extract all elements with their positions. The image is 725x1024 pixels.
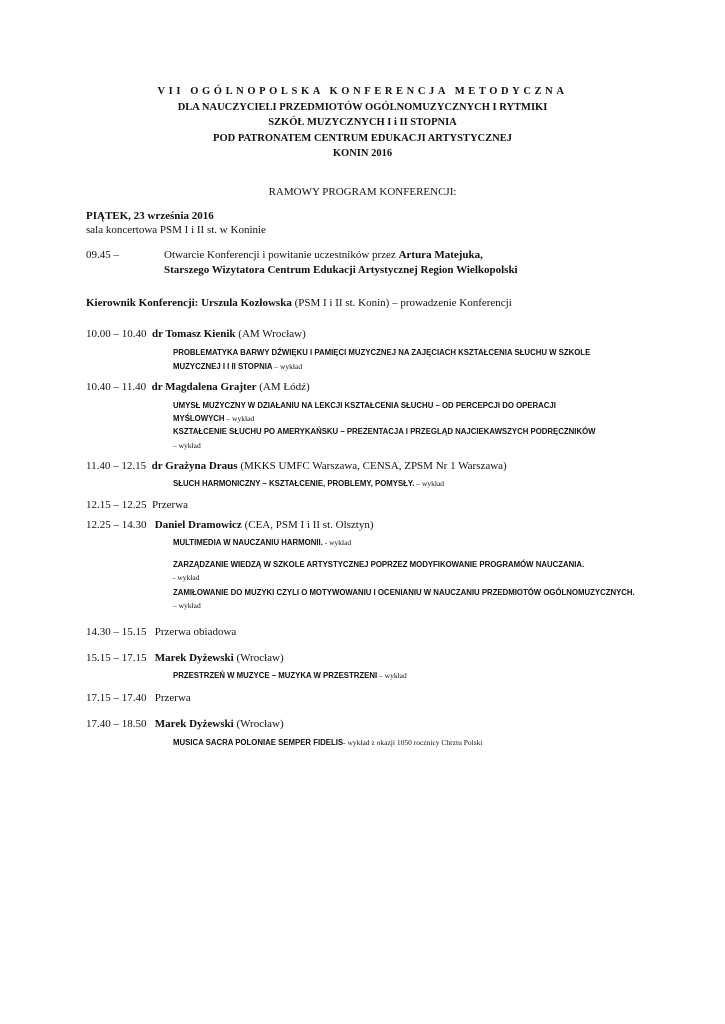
- opening-intro: Otwarcie Konferencji i powitanie uczestników przez: [164, 249, 399, 261]
- break-label: Przerwa: [154, 692, 191, 704]
- talk-title-line: [173, 599, 201, 612]
- program-title: RAMOWY PROGRAM KONFERENCJI:: [268, 186, 457, 198]
- conference-header: [0, 84, 725, 162]
- break-row: [86, 625, 236, 639]
- opening-time: 09.45 –: [86, 249, 119, 261]
- talk-title: UMYSŁ MUZYCZNY W DZIAŁANIU NA LEKCJI KSZTAŁCENIA SŁUCHU – OD PERCEPCJI DO OPERACJI: [173, 401, 556, 410]
- session-row: [86, 651, 284, 665]
- opening-text: [164, 248, 483, 262]
- talk-title-line: [173, 477, 444, 490]
- header-line-4: POD PATRONATEM CENTRUM EDUKACJI ARTYSTYCZNEJ: [213, 132, 512, 144]
- talk-title-line: [173, 558, 584, 571]
- talk-title-line: [173, 586, 635, 599]
- break-row: [86, 498, 188, 512]
- session-speaker: Marek Dyżewski: [154, 718, 234, 730]
- session-row: [86, 380, 310, 394]
- talk-title-line: [173, 736, 482, 749]
- talk-title-line: [173, 399, 556, 412]
- chair-rest: (PSM I i II st. Konin) – prowadzenie Konferencji: [291, 297, 512, 309]
- break-row: [86, 691, 191, 705]
- opening-name: Artura Matejuka,: [398, 249, 483, 261]
- talk-title: ZAMIŁOWANIE DO MUZYKI CZYLI O MOTYWOWANIU I OCENIANIU W NAUCZANIU PRZEDMIOTÓW OGÓLNOMUZYCZNYCH.: [173, 588, 635, 597]
- session-affiliation: (MKKS UMFC Warszawa, CENSA, ZPSM Nr 1 Warszawa): [237, 460, 507, 472]
- talk-title: SŁUCH HARMONICZNY – KSZTAŁCENIE, PROBLEMY, POMYSŁY.: [173, 479, 415, 488]
- session-time: 11.40 – 12.15: [86, 460, 147, 472]
- talk-type: - wykład z okazji 1050 rocznicy Chrztu Polski: [343, 738, 483, 747]
- session-speaker: dr Magdalena Grajter: [151, 381, 257, 393]
- talk-title-line: [173, 412, 254, 425]
- talk-title: PRZESTRZEŃ W MUZYCE – MUZYKA W PRZESTRZENI: [173, 671, 378, 680]
- talk-title: ZARZĄDZANIE WIEDZĄ W SZKOLE ARTYSTYCZNEJ POPRZEZ MODYFIKOWANIE PROGRAMÓW NAUCZANIA.: [173, 560, 585, 569]
- conference-chair: [86, 296, 512, 310]
- talk-title: MULTIMEDIA W NAUCZANIU HARMONII.: [173, 538, 323, 547]
- session-time: 17.40 – 18.50: [86, 718, 147, 730]
- session-time: 15.15 – 17.15: [86, 652, 147, 664]
- session-affiliation: (AM Łódź): [256, 381, 310, 393]
- session-speaker: dr Tomasz Kienik: [152, 328, 236, 340]
- break-label: Przerwa: [152, 499, 189, 511]
- session-time: 10.40 – 11.40: [86, 381, 147, 393]
- session-affiliation: (Wrocław): [233, 652, 284, 664]
- talk-type: - wykład: [322, 538, 352, 547]
- break-time: 14.30 – 15.15: [86, 626, 147, 638]
- day-venue: sala koncertowa PSM I i II st. w Koninie: [86, 224, 266, 236]
- session-row: [86, 327, 306, 341]
- talk-type: – wykład: [224, 414, 255, 423]
- talk-title-line: [173, 346, 590, 359]
- break-label: Przerwa obiadowa: [154, 626, 237, 638]
- talk-type: – wykład: [377, 671, 407, 680]
- talk-title-line: [173, 669, 407, 682]
- talk-title: MUSICA SACRA POLONIAE SEMPER FIDELIS: [173, 738, 344, 747]
- session-speaker: Marek Dyżewski: [154, 652, 234, 664]
- header-line-2: DLA NAUCZYCIELI PRZEDMIOTÓW OGÓLNOMUZYCZNYCH I RYTMIKI: [177, 101, 548, 113]
- session-time: 12.25 – 14.30: [86, 519, 147, 531]
- talk-title-line: [173, 439, 201, 452]
- session-affiliation: (AM Wrocław): [235, 328, 306, 340]
- session-row: [86, 459, 507, 473]
- header-line-1: VII OGÓLNOPOLSKA KONFERENCJA METODYCZNA: [157, 86, 568, 97]
- header-line-3: SZKÓŁ MUZYCZNYCH I i II STOPNIA: [268, 117, 457, 128]
- break-time: 12.15 – 12.25: [86, 499, 147, 511]
- talk-title: MUZYCZNEJ I I II STOPNIA: [173, 362, 273, 371]
- talk-type: – wykład: [272, 362, 303, 371]
- talk-type: – wykład: [173, 601, 201, 610]
- session-time: 10.00 – 10.40: [86, 328, 147, 340]
- talk-title: KSZTAŁCENIE SŁUCHU PO AMERYKAŃSKU – PREZENTACJA I PRZEGLĄD NAJCIEKAWSZYCH PODRĘCZNIKÓW: [173, 427, 596, 436]
- talk-type: - wykład: [173, 573, 200, 582]
- talk-title: MYŚLOWYCH: [173, 414, 225, 423]
- opening-role: Starszego Wizytatora Centrum Edukacji Artystycznej Region Wielkopolski: [164, 264, 518, 276]
- session-affiliation: (CEA, PSM I i II st. Olsztyn): [241, 519, 374, 531]
- header-line-5: KONIN 2016: [332, 148, 393, 159]
- talk-type: – wykład: [414, 479, 445, 488]
- day-title: PIĄTEK, 23 września 2016: [86, 210, 214, 222]
- session-speaker: dr Grażyna Draus: [151, 460, 238, 472]
- talk-title: PROBLEMATYKA BARWY DŹWIĘKU I PAMIĘCI MUZYCZNEJ NA ZAJĘCIACH KSZTAŁCENIA SŁUCHU W SZKOLE: [173, 348, 591, 357]
- talk-title-line: [173, 360, 302, 373]
- session-affiliation: (Wrocław): [233, 718, 284, 730]
- break-time: 17.15 – 17.40: [86, 692, 147, 704]
- talk-title-line: [173, 571, 199, 584]
- session-row: [86, 717, 284, 731]
- talk-title-line: [173, 536, 351, 549]
- session-row: [86, 518, 374, 532]
- session-speaker: Daniel Dramowicz: [154, 519, 242, 531]
- chair-label: Kierownik Konferencji: Urszula Kozłowska: [86, 297, 292, 309]
- talk-title-line: [173, 425, 596, 438]
- talk-type: – wykład: [173, 441, 201, 450]
